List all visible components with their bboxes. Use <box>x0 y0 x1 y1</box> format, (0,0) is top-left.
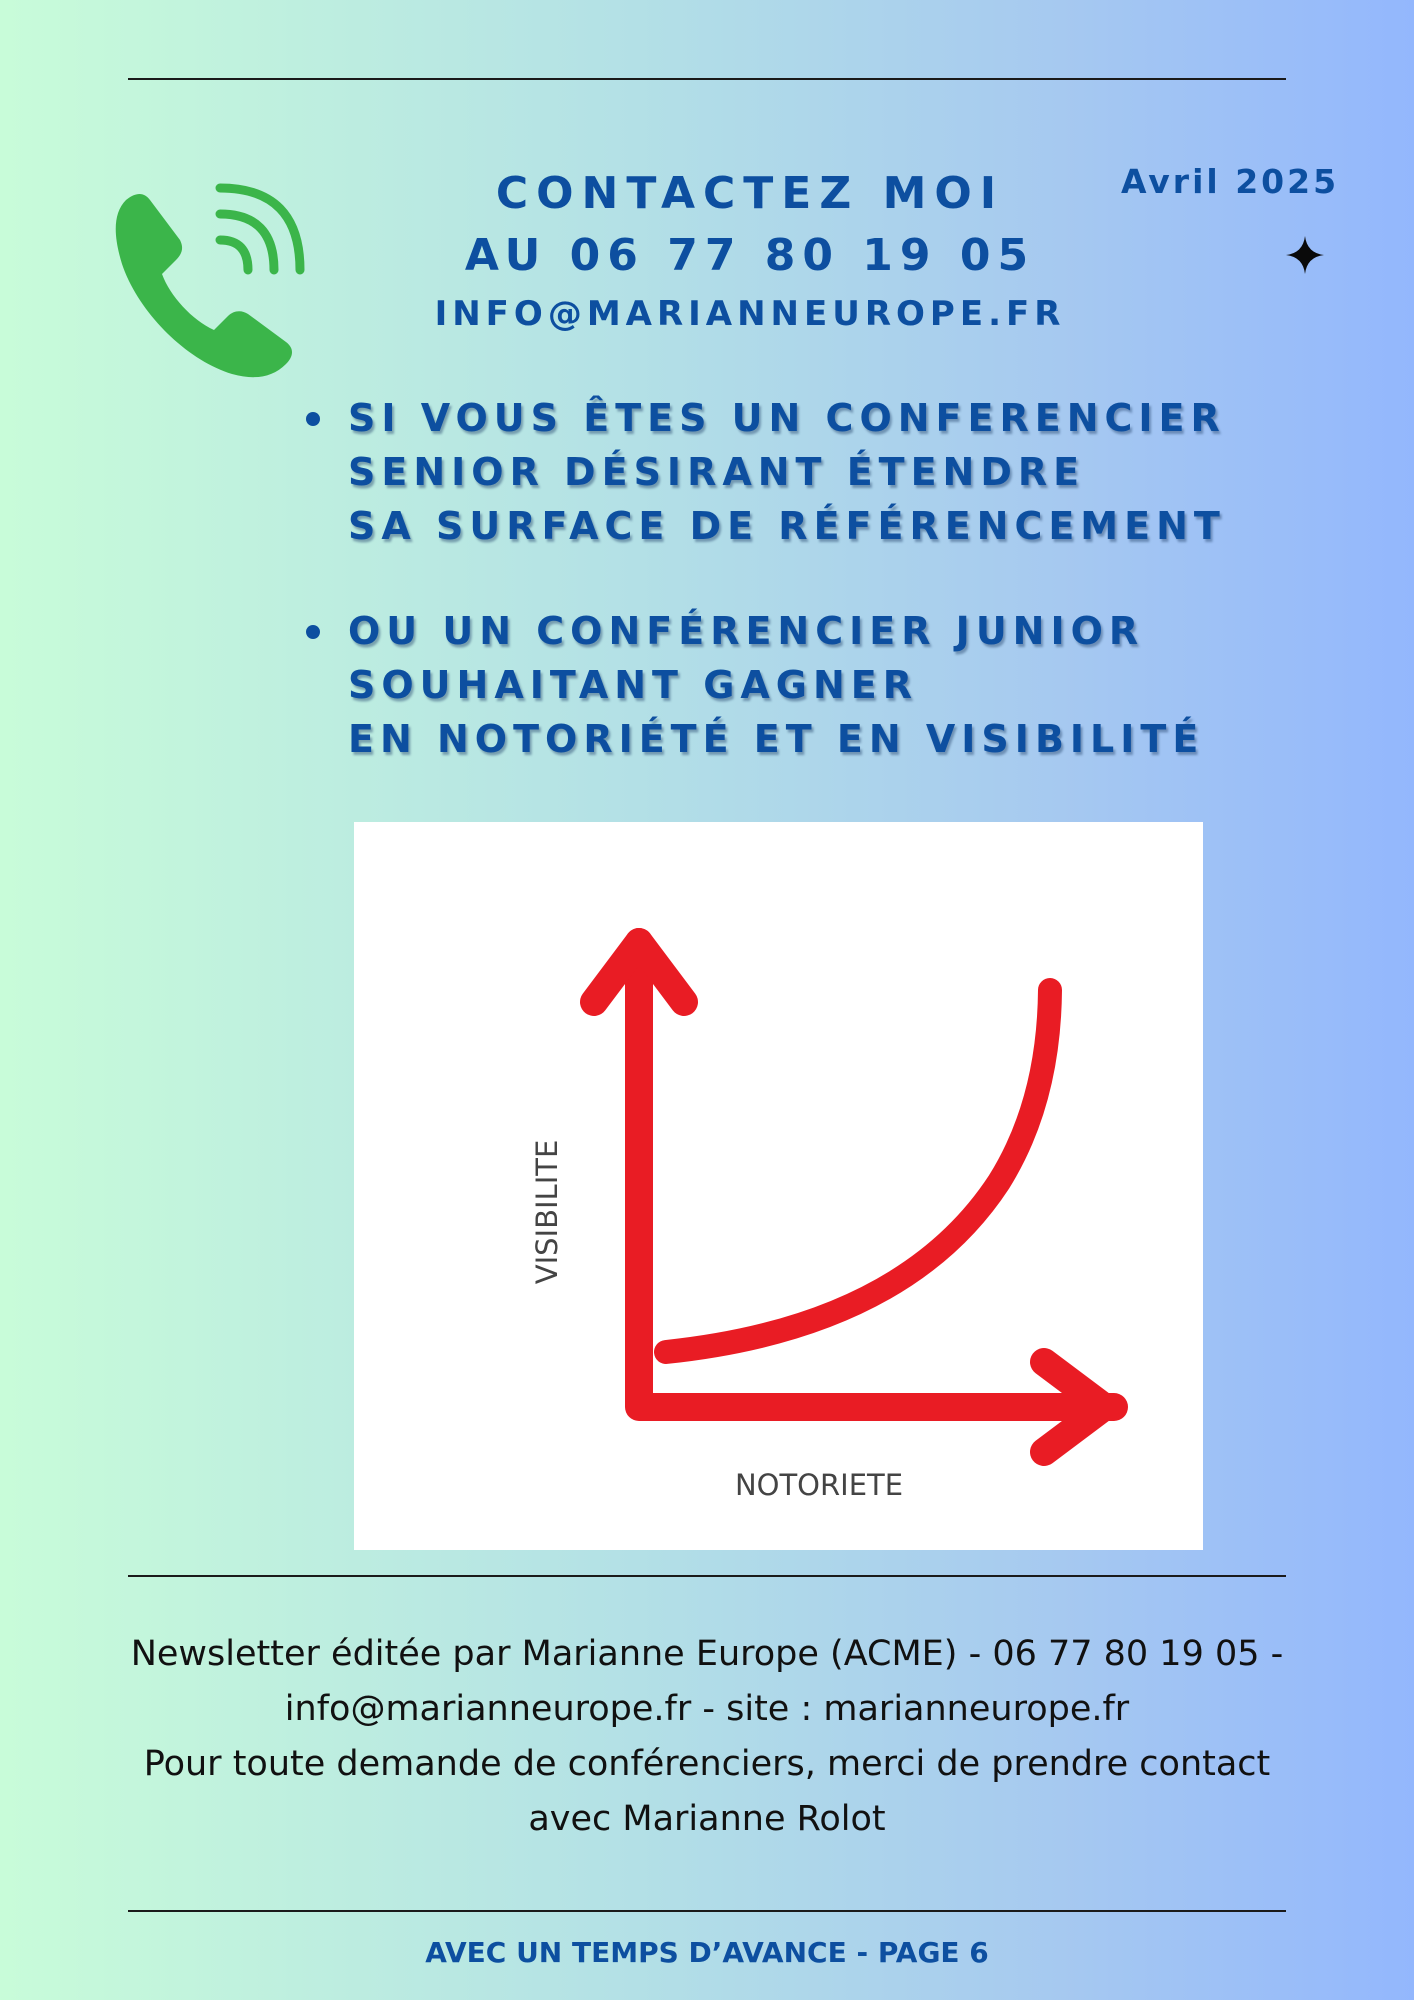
bullet-dot <box>306 625 320 639</box>
bullet-line: EN NOTORIÉTÉ ET EN VISIBILITÉ <box>348 717 1205 761</box>
footer-divider-top <box>128 1575 1286 1577</box>
bullet-line: OU UN CONFÉRENCIER JUNIOR <box>348 609 1145 653</box>
contact-title: CONTACTEZ MOI <box>495 168 1005 219</box>
contact-phone: AU 06 77 80 19 05 <box>464 230 1036 281</box>
sparkle-star-icon <box>1286 236 1324 274</box>
footer-line: avec Marianne Rolot <box>528 1799 886 1839</box>
phone-icon <box>108 180 308 380</box>
page-label: AVEC UN TEMPS D’AVANCE - PAGE 6 <box>425 1936 989 1969</box>
bullet-line: SA SURFACE DE RÉFÉRENCEMENT <box>348 504 1226 548</box>
footer-line: Newsletter éditée par Marianne Europe (ACME) - 06 77 80 19 05 - <box>130 1634 1284 1674</box>
bullet-dot <box>306 412 320 426</box>
footer-line: Pour toute demande de conférenciers, merci de prendre contact <box>143 1744 1271 1784</box>
bullet-line: SENIOR DÉSIRANT ÉTENDRE <box>348 450 1086 494</box>
growth-curve <box>666 990 1050 1352</box>
y-axis-label: VISIBILITE <box>530 1139 564 1285</box>
x-axis-label: NOTORIETE <box>734 1468 904 1502</box>
issue-date: Avril 2025 <box>1120 162 1340 201</box>
contact-email: INFO@MARIANNEUROPE.FR <box>434 294 1066 334</box>
top-divider <box>128 78 1286 80</box>
bullet-line: SI VOUS ÊTES UN CONFERENCIER <box>348 396 1226 440</box>
footer-line: info@marianneurope.fr - site : marianneurope.fr <box>284 1689 1130 1729</box>
bullet-line: SOUHAITANT GAGNER <box>348 663 919 707</box>
growth-illustration <box>354 822 1203 1550</box>
footer-divider-bottom <box>128 1910 1286 1912</box>
